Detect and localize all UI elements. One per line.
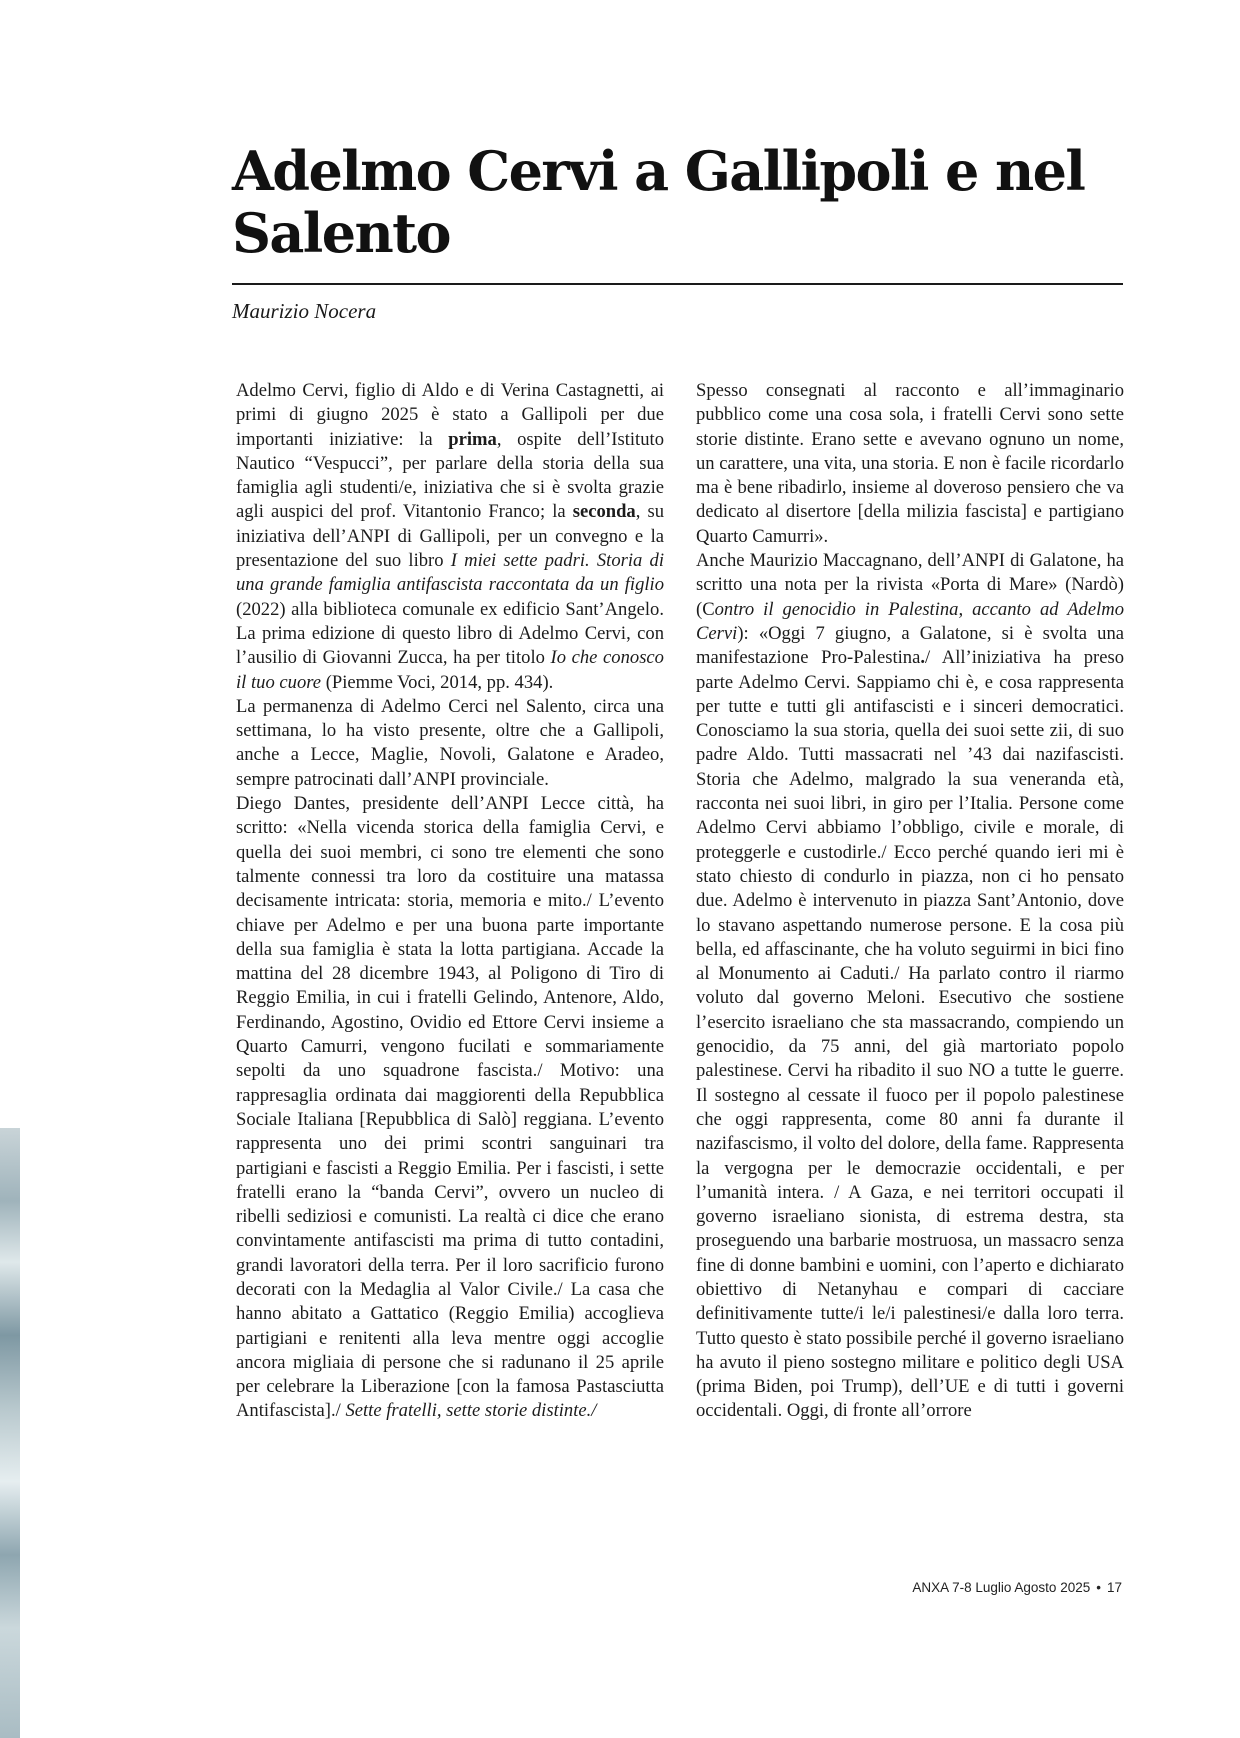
edge-photo-image bbox=[0, 1128, 20, 1738]
paragraph: Diego Dantes, presidente dell’ANPI Lecce città, ha scritto: «Nella vicenda storica della famiglia Cervi, e quella dei suoi membri, ci sono tre elementi che sono talmente connessi tra loro da costituire una matassa decisamente intricata: storia, memoria e mito./ L’evento chiave per Adelmo e per una buona parte importante della sua famiglia è stata la lotta partigiana. Accade la mattina del 28 dicembre 1943, al Poligono di Tiro di Reggio Emilia, in cui i fratelli Gelindo, Antenore, Aldo, Ferdinando, Agostino, Ovidio ed Ettore Cervi insieme a Quarto Camurri, vengono fucilati e sommariamente sepolti da uno squadrone fascista./ Motivo: una rappresaglia ordinata dai maggiorenti della Repubblica Sociale Italiana [Repubblica di Salò] reggiana. L’evento rappresenta uno dei primi scontri sanguinari tra partigiani e fascisti a Reggio Emilia. Per i fascisti, i sette fratelli erano la “banda Cervi”, ovvero un nucleo di ribelli sediziosi e comunisti. La realtà ci dice che erano convintamente antifascisti ma prima di tutto contadini, grandi lavoratori della terra. Per il loro sacrificio furono decorati con la Medaglia al Valor Civile./ La casa che hanno abitato a Gattatico (Reggio Emilia) accoglieva partigiani e renitenti alla leva mentre oggi accoglie ancora migliaia di persone che si radunano il 25 aprile per celebrare la Liberazione [con la famosa Pastasciutta Antifascista]./ Sette fratelli, sette storie distinte./ bbox=[236, 793, 664, 1422]
paragraph: Spesso consegnati al racconto e all’immaginario pubblico come una cosa sola, i fratelli Cervi sono sette storie distinte. Erano sette e avevano ognuno un nome, un carattere, una vita, una storia. E non è facile ricordarlo ma è bene ribadirlo, insieme al doveroso pensiero che va dedicato al disertore [della milizia fascista] e partigiano Quarto Camurri». bbox=[696, 380, 1124, 547]
footer-separator: • bbox=[1096, 1580, 1101, 1595]
bold-text: prima bbox=[448, 428, 497, 450]
italic-text: Sette fratelli, sette storie distinte./ bbox=[345, 1400, 597, 1422]
text-column-right bbox=[696, 379, 1124, 1424]
page-number: 17 bbox=[1106, 1580, 1122, 1595]
article-author: Maurizio Nocera bbox=[232, 299, 377, 323]
text-column-left bbox=[236, 379, 664, 1424]
page-footer bbox=[912, 1579, 1122, 1597]
italic-text: ontro il genocidio in Palestina, accanto ad Adelmo Cervi bbox=[696, 598, 1124, 644]
paragraph: Adelmo Cervi, figlio di Aldo e di Verina Castagnetti, ai primi di giugno 2025 è stato a Gallipoli per due importanti iniziative: la prima, ospite dell’Istituto Nautico “Vespucci”, per parlare della storia della sua famiglia agli studenti/e, iniziativa che si è svolta grazie agli auspici del prof. Vitantonio Franco; la seconda, su iniziativa dell’ANPI di Gallipoli, per un convegno e la presentazione del suo libro I miei sette padri. Storia di una grande famiglia antifascista raccontata da un figlio (2022) alla biblioteca comunale ex edificio Sant’Angelo. La prima edizione di questo libro di Adelmo Cervi, con l’ausilio di Giovanni Zucca, ha per titolo Io che conosco il tuo cuore (Piemme Voci, 2014, pp. 434). bbox=[236, 380, 665, 693]
paragraph: La permanenza di Adelmo Cerci nel Salento, circa una settimana, lo ha visto presente, oltre che a Gallipoli, anche a Lecce, Maglie, Novoli, Galatone e Aradeo, sempre patrocinati dall’ANPI provinciale. bbox=[236, 695, 664, 790]
book-title: Io che conosco il tuo cuore bbox=[236, 647, 664, 693]
paragraph: Anche Maurizio Maccagnano, dell’ANPI di Galatone, ha scritto una nota per la rivista «Porta di Mare» (Nardò) (Contro il genocidio in Palestina, accanto ad Adelmo Cervi): «Oggi 7 giugno, a Galatone, si è svolta una manifestazione Pro-Palestina./ All’iniziativa ha preso parte Adelmo Cervi. Sappiamo chi è, e cosa rappresenta per tutte e tutti gli antifascisti e i sinceri democratici. Conosciamo la sua storia, quella dei suoi sette zii, di suo padre Aldo. Tutti massacrati nel ’43 dai nazifascisti. Storia che Adelmo, malgrado la sua veneranda età, racconta nei suoi libri, in giro per l’Italia. Persone come Adelmo Cervi abbiamo l’obbligo, civile e morale, di proteggerle e custodirle./ Ecco perché quando ieri mi è stato chiesto di condurlo in piazza, non ci ho pensato due. Adelmo è intervenuto in piazza Sant’Antonio, dove lo stavano aspettando numerose persone. E la cosa più bella, ed affascinante, che ha voluto seguirmi in bici fino al Monumento ai Caduti./ Ha parlato contro il riarmo voluto dal governo Meloni. Esecutivo che sostiene l’esercito israeliano che sta massacrando, compiendo un genocidio, da 75 anni, del già martoriato popolo palestinese. Cervi ha ribadito il suo NO a tutte le guerre. Il sostegno al cessate il fuoco per il popolo palestinese che oggi rappresenta, come 80 anni fa durante il nazifascismo, il volto del dolore, della fame. Rappresenta la vergogna per le democrazie occidentali, e per l’umanità intera. / A Gaza, e nei territori occupati il governo israeliano sionista, di estrema destra, sta proseguendo una barbarie mostruosa, un massacro senza fine di donne bambini e uomini, con l’aperto e dichiarato obiettivo di Netanyhau e compari di cacciare definitivamente tutte/i le/i palestinesi/e dalla loro terra. Tutto questo è stato possibile perché il governo israeliano ha avuto il pieno sostegno militare e politico degli USA (prima Biden, poi Trump), dell’UE e di tutti i governi occidentali. Oggi, di fronte all’orrore bbox=[696, 550, 1125, 1422]
bold-text: seconda bbox=[572, 501, 636, 523]
article-title: Adelmo Cervi a Gallipoli e nel Salento bbox=[232, 139, 1085, 265]
issue-label: ANXA 7-8 Luglio Agosto 2025 bbox=[912, 1580, 1091, 1595]
book-title: I miei sette padri. Storia di una grande famiglia antifascista raccontata da un figlio bbox=[236, 550, 665, 596]
title-divider bbox=[232, 283, 1123, 285]
bold-text: . bbox=[920, 647, 925, 669]
